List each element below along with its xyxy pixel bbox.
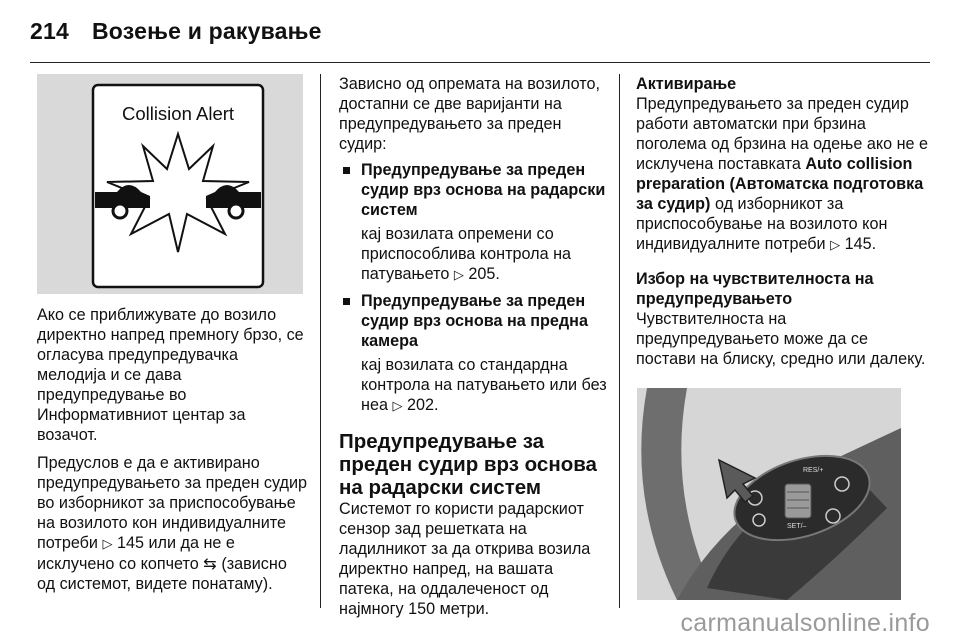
page-ref-icon: ▷ [830, 237, 841, 252]
page-title: Возење и ракување [92, 18, 322, 44]
bullet-radar-desc: кај возилата опремени со приспособлива контрола на патувањето [361, 225, 572, 283]
column-1 [37, 305, 309, 594]
bullet-icon [343, 167, 350, 174]
res-button-label: RES/+ [803, 467, 824, 474]
activation-paragraph [636, 94, 932, 255]
heading-activation: Активирање [636, 75, 737, 93]
page-ref-icon: ▷ [102, 536, 113, 551]
bullet-camera-title: Предупредување за преден судир врз основа на предна камера [361, 292, 588, 350]
intro-paragraph: Зависно од опремата на возилото, достапни се две варијанти на предупредувањето за преден судир: [339, 75, 600, 153]
column-divider-2 [619, 74, 620, 608]
bullet-camera-desc: кај возилата со стандардна контрола на патувањето или без неа [361, 356, 607, 414]
section-heading-radar: Предупредување за преден судир врз основа на радарски систем [339, 430, 597, 499]
watermark: carmanualsonline.info [680, 609, 930, 637]
activation-text: Предупредувањето за преден судир работи автоматски при брзина поголема од брзина на одење ако не е исклучена поставката [636, 95, 929, 173]
header-rule [30, 62, 930, 63]
bullet-icon [343, 298, 350, 305]
column-3 [636, 74, 932, 369]
set-button-label: SET/– [787, 523, 807, 530]
bullet-camera-text [361, 355, 609, 416]
collision-alert-label: Collision Alert [121, 103, 235, 124]
bullet-radar [339, 160, 609, 285]
setting-name: Auto collision preparation (Автоматска подготовка за судир) [636, 155, 924, 213]
collision-alert-icon [37, 74, 303, 294]
page-ref[interactable]: 145. [844, 235, 877, 253]
prerequisite-text-2: или да не е исклучено со копчето [37, 534, 235, 573]
column-divider-1 [320, 74, 321, 608]
bullet-radar-text [361, 224, 609, 285]
page-ref[interactable]: 145 [116, 534, 144, 552]
bullet-radar-title: Предупредување за преден судир врз основа на радарски систем [361, 161, 606, 219]
activation-text-2: од изборникот за приспособување на возилото кон индивидуалните потреби [636, 195, 888, 253]
page-ref[interactable]: 202. [406, 396, 439, 414]
paragraph-prerequisite [37, 453, 309, 594]
prerequisite-text-3: (зависно од системот, видете понатаму). [37, 555, 287, 593]
heading-sensitivity: Избор на чувствителноста на предупредувањето [636, 270, 874, 308]
collision-button-icon: ⇆ [203, 555, 217, 573]
page-ref[interactable]: 205. [468, 265, 500, 283]
steering-wheel-controls-icon [637, 388, 901, 600]
steering-wheel-figure [637, 388, 901, 600]
radar-paragraph: Системот го користи радарскиот сензор зад решетката на ладилникот за да открива возила директно напред, на вашата патека, на оддалеченост од најмногу 150 метри. [339, 500, 591, 618]
page-ref-icon: ▷ [453, 267, 464, 282]
paragraph-warning: Ако се приближувате до возило директно напред премногу брзо, се огласува предупредувачка мелодија и се дава предупредување во Информативниот центар за возачот. [37, 306, 304, 444]
collision-alert-figure [37, 74, 303, 294]
prerequisite-text: Предуслов е да е активирано предупредувањето за преден судир во изборникот за приспособување на возилото кон индивидуалните потреби [37, 454, 308, 552]
page-number: 214 [30, 18, 69, 44]
bullet-camera [339, 291, 609, 416]
page-ref-icon: ▷ [392, 398, 403, 413]
sensitivity-paragraph: Чувствителноста на предупредувањето може да се постави на блиску, средно или далеку. [636, 310, 926, 368]
column-2 [339, 74, 609, 619]
page-header [30, 18, 322, 45]
